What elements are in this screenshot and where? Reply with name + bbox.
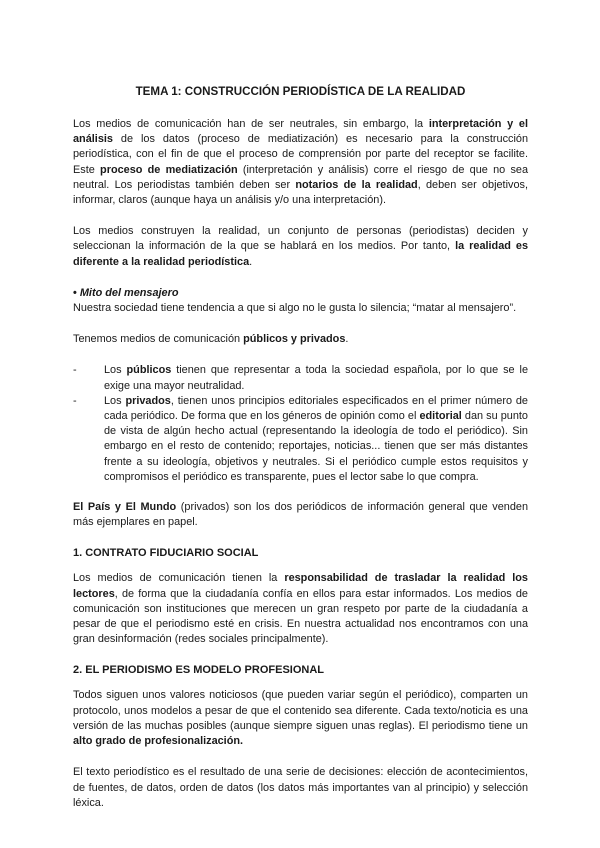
newspapers-paragraph <box>73 500 528 530</box>
text-run: dan su punto de vista de algún hecho actual (representando la ideología de todo el periódico). Sin embargo en el resto de contenido; reportajes, noticias... tienen que ser más distantes frente a su ideología, objetivos y neutrales. Si el periódico cumple estos requisitos y compromisos el periódico es transparente, pues el lector sabe lo que compra. <box>104 410 528 483</box>
document-body <box>73 84 528 811</box>
text-run: Los medios construyen la realidad, un conjunto de personas (periodistas) deciden y seleccionan la información de la que se hablará en los medios. Por tanto, <box>73 225 528 253</box>
text-run: de los datos (proceso de mediatización) es necesario para la construcción periodística, con el fin de que el proceso de comprensión por parte del receptor se facilite. Este <box>73 133 528 176</box>
text-run: Todos siguen unos valores noticiosos (que pueden variar según el periódico), comparten un protocolo, unos modelos a pesar de que el contenido sea diferente. Cada texto/noticia es una versión de las muchas posibles (aunque siempre siguen unas reglas). El periodismo tiene un <box>73 689 528 732</box>
text-run: . <box>345 333 349 346</box>
bullet-marker: • <box>73 286 77 299</box>
text-run: Los medios de comunicación han de ser neutrales, sin embargo, la <box>73 118 429 130</box>
bold-run: El País y El Mundo <box>73 501 177 514</box>
text-run: tienen que representar a toda la sociedad española, por lo que se le exige una mayor neutralidad. <box>104 364 529 392</box>
reality-paragraph <box>73 224 528 270</box>
list-item <box>73 363 529 393</box>
text-run: , tienen unos principios editoriales especificados en el primer número de cada periódico. De forma que en los géneros de opinión como el <box>104 394 528 423</box>
dash-marker: - <box>73 394 77 407</box>
bold-run: privados <box>125 394 171 407</box>
text-run: , de forma que la ciudadanía confía en ellos para estar informados. Los medios de comunicación son instituciones que merecen un gran respeto por parte de la ciudadanía a pesar de que el periodismo esté en crisis. En nuestra actualidad nos encontramos con una gran desinformación (redes sociales principalmente). <box>73 587 528 646</box>
media-types-paragraph <box>73 332 528 347</box>
myth-paragraph: Nuestra sociedad tiene tendencia a que si algo no le gusta lo silencia; “matar al mensajero”. <box>73 302 517 315</box>
dash-marker: - <box>73 364 77 377</box>
bold-run: públicos y privados <box>243 333 346 346</box>
section-heading: 1. CONTRATO FIDUCIARIO SOCIAL <box>73 547 259 560</box>
bold-run: públicos <box>126 364 172 377</box>
text-run: Los <box>104 394 126 407</box>
text-run: Los medios de comunicación tienen la <box>73 572 285 585</box>
bold-run: la realidad es diferente a la realidad periodística <box>73 240 529 268</box>
section-paragraph: El texto periodístico es el resultado de una serie de decisiones: elección de acontecimientos, de fuentes, de datos, orden de datos (los datos más importantes van al principio) y selección léxica. <box>73 766 528 809</box>
list-item <box>73 394 528 485</box>
text-run: . <box>249 255 253 268</box>
media-types-list <box>73 363 528 485</box>
intro-paragraph <box>73 117 528 208</box>
page-title: TEMA 1: CONSTRUCCIÓN PERIODÍSTICA DE LA REALIDAD <box>135 85 466 98</box>
bold-run: alto grado de profesionalización. <box>73 735 244 748</box>
myth-heading-text: Mito del mensajero <box>79 286 179 299</box>
text-run: Los <box>104 364 127 377</box>
text-run: (interpretación y análisis) corre el riesgo de que no sea neutral. Los periodistas también deben ser <box>73 163 528 191</box>
bold-run: editorial <box>419 410 462 423</box>
text-run: Tenemos medios de comunicación <box>73 333 244 346</box>
section-paragraph <box>73 688 528 749</box>
section-heading: 2. EL PERIODISMO ES MODELO PROFESIONAL <box>73 664 324 677</box>
bold-run: notarios de la realidad <box>295 178 418 191</box>
text-run: , deben ser objetivos, informar, claros (aunque haya un análisis y/o una interpretación). <box>73 178 528 207</box>
bold-run: proceso de mediatización <box>100 163 238 176</box>
bold-run: responsabilidad de trasladar la realidad los lectores <box>73 572 528 600</box>
bold-run: interpretación y el análisis <box>73 118 528 146</box>
section-paragraph <box>73 571 528 647</box>
myth-heading <box>73 286 528 301</box>
text-run: (privados) son los dos periódicos de información general que venden más ejemplares en papel. <box>73 501 529 529</box>
